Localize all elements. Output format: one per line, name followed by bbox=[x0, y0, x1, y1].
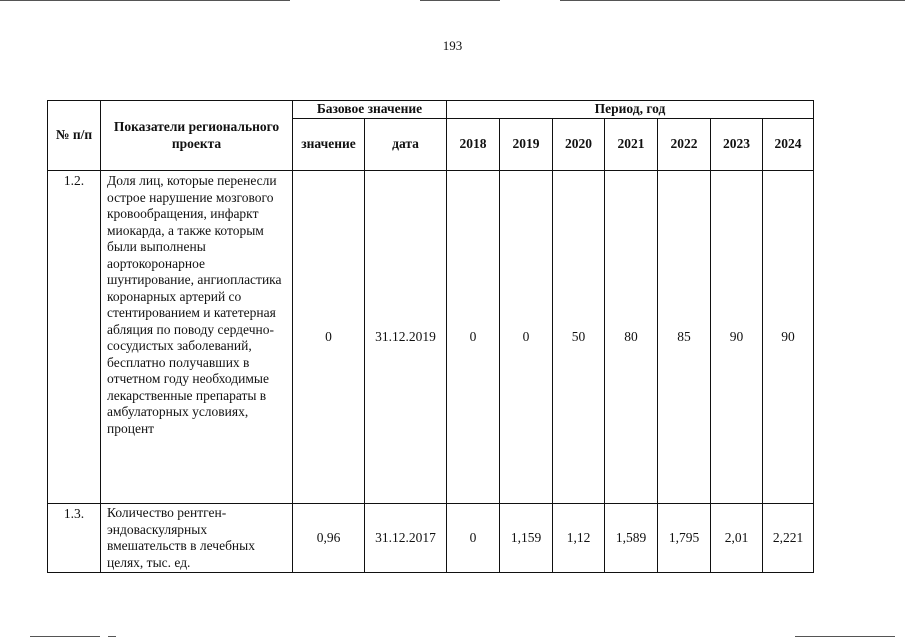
indicator-name: Количество рентген-эндоваскулярных вмешательств в лечебных целях, тыс. ед. bbox=[101, 504, 293, 573]
value-2019: 0 bbox=[500, 171, 553, 504]
top-scan-line-left bbox=[0, 0, 290, 1]
header-period-group: Период, год bbox=[447, 101, 814, 119]
header-year-2022: 2022 bbox=[658, 119, 711, 171]
top-scan-line-mid bbox=[420, 0, 500, 1]
table-row bbox=[48, 171, 814, 504]
base-value: 0 bbox=[293, 171, 365, 504]
header-indicator: Показатели регионального проекта bbox=[101, 101, 293, 171]
row-number: 1.3. bbox=[48, 504, 101, 573]
base-date: 31.12.2017 bbox=[365, 504, 447, 573]
header-year-2020: 2020 bbox=[553, 119, 605, 171]
header-year-2019: 2019 bbox=[500, 119, 553, 171]
page-number: 193 bbox=[442, 38, 463, 53]
value-2023: 90 bbox=[711, 171, 763, 504]
base-date: 31.12.2019 bbox=[365, 171, 447, 504]
header-base-group: Базовое значение bbox=[293, 101, 447, 119]
value-2022: 1,795 bbox=[658, 504, 711, 573]
header-year-2018: 2018 bbox=[447, 119, 500, 171]
value-2022: 85 bbox=[658, 171, 711, 504]
value-2021: 80 bbox=[605, 171, 658, 504]
bottom-scan-line-right bbox=[795, 636, 895, 637]
row-number: 1.2. bbox=[48, 171, 101, 504]
base-value: 0,96 bbox=[293, 504, 365, 573]
value-2018: 0 bbox=[447, 171, 500, 504]
top-scan-line-right bbox=[560, 0, 905, 1]
header-year-2024: 2024 bbox=[763, 119, 814, 171]
header-year-2023: 2023 bbox=[711, 119, 763, 171]
value-2020: 50 bbox=[553, 171, 605, 504]
header-date: дата bbox=[365, 119, 447, 171]
value-2020: 1,12 bbox=[553, 504, 605, 573]
header-value: значение bbox=[293, 119, 365, 171]
bottom-scan-line-left bbox=[30, 636, 100, 637]
bottom-scan-line-mid bbox=[108, 636, 116, 637]
value-2021: 1,589 bbox=[605, 504, 658, 573]
header-year-2021: 2021 bbox=[605, 119, 658, 171]
indicators-table bbox=[47, 100, 814, 573]
value-2024: 90 bbox=[763, 171, 814, 504]
value-2024: 2,221 bbox=[763, 504, 814, 573]
value-2018: 0 bbox=[447, 504, 500, 573]
header-num: № п/п bbox=[48, 101, 101, 171]
value-2019: 1,159 bbox=[500, 504, 553, 573]
indicator-name: Доля лиц, которые перенесли острое нарушение мозгового кровообращения, инфаркт миокарда, а также которым были выполнены аортокоронарное шунтирование, ангиопластика коронарных артерий со стентированием и катетерная абляция по поводу сердечно-сосудистых заболеваний, бесплатно получавших в отчетном году необходимые лекарственные препараты в амбулаторных условиях, процент bbox=[101, 171, 293, 504]
table-row bbox=[48, 504, 814, 573]
value-2023: 2,01 bbox=[711, 504, 763, 573]
